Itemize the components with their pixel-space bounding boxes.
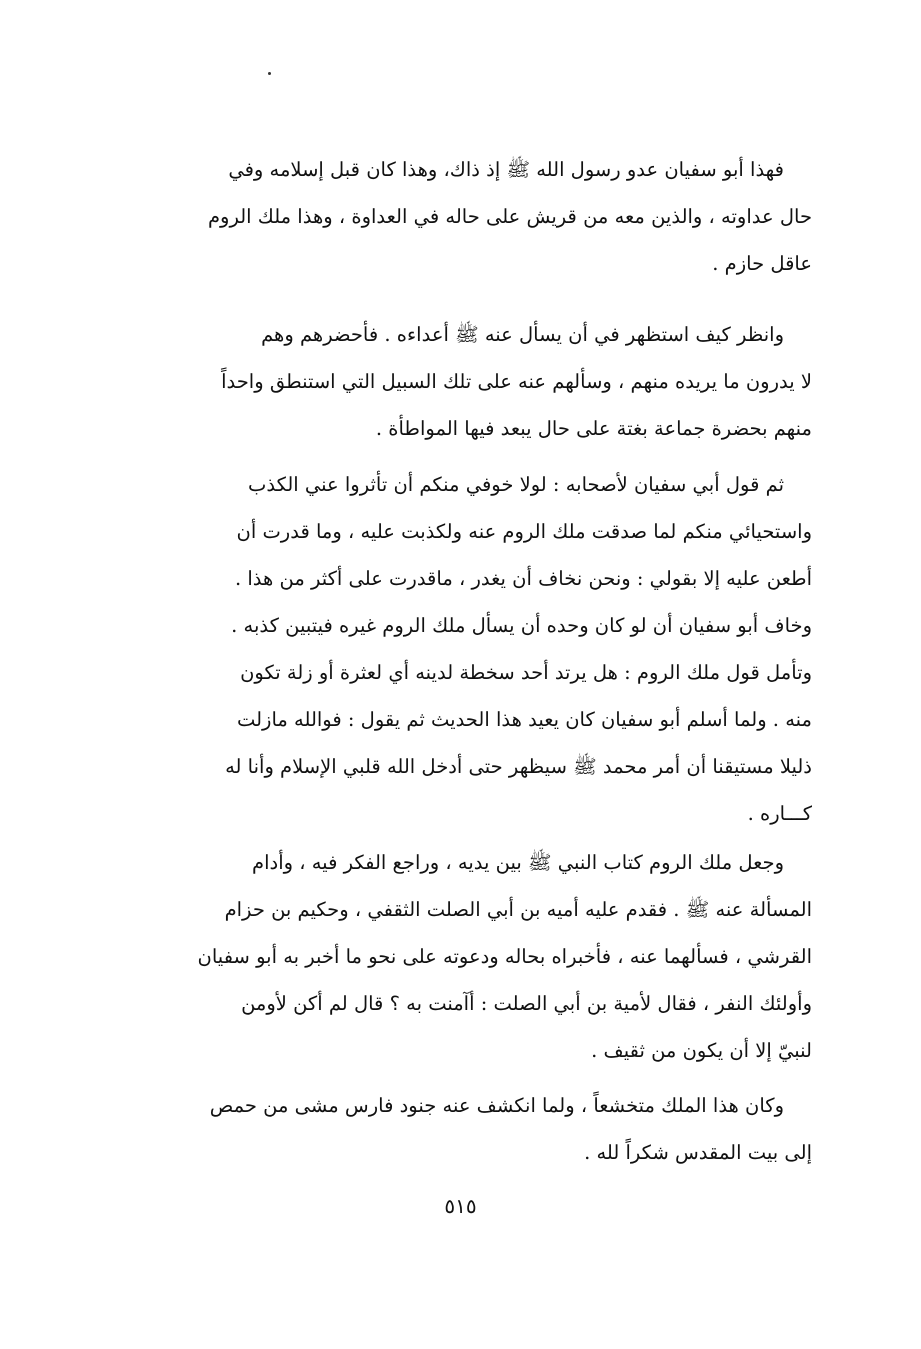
text-line: أطعن عليه إلا بقولي : ونحن نخاف أن يغدر ، ماقدرت على أكثر من هذا . — [234, 567, 812, 590]
text-line: وجعل ملك الروم كتاب النبي ﷺ بين يديه ، وراجع الفكر فيه ، وأدام — [252, 851, 784, 874]
text-line: وكان هذا الملك متخشعاً ، ولما انكشف عنه جنود فارس مشى من حمص — [209, 1094, 784, 1117]
paragraph — [112, 146, 812, 287]
text-line: واستحيائي منكم لما صدقت ملك الروم عنه ولكذبت عليه ، وما قدرت أن — [236, 520, 812, 543]
page-number: ٥١٥ — [444, 1194, 477, 1218]
text-line: منه . ولما أسلم أبو سفيان كان يعيد هذا الحديث ثم يقول : فوالله مازلت — [236, 708, 812, 731]
text-line: ثم قول أبي سفيان لأصحابه : لولا خوفي منكم أن تأثروا عني الكذب — [248, 473, 784, 496]
text-line: إلى بيت المقدس شكراً لله . — [584, 1141, 812, 1164]
text-line: القرشي ، فسألهما عنه ، فأخبراه بحاله ودعوته على نحو ما أخبر به أبو سفيان — [197, 945, 812, 968]
paragraph — [112, 461, 812, 837]
ink-speck — [268, 72, 271, 75]
text-line: لا يدرون ما يريده منهم ، وسألهم عنه على تلك السبيل التي استنطق واحداً — [221, 370, 812, 393]
text-line: فهذا أبو سفيان عدو رسول الله ﷺ إذ ذاك، وهذا كان قبل إسلامه وفي — [228, 158, 784, 181]
text-line: وتأمل قول ملك الروم : هل يرتد أحد سخطة لدينه أي لعثرة أو زلة تكون — [240, 661, 812, 684]
text-line: المسألة عنه ﷺ . فقدم عليه أميه بن أبي الصلت الثقفي ، وحكيم بن حزام — [224, 898, 812, 921]
text-line: عاقل حازم . — [712, 252, 812, 275]
text-line: لنبيّ إلا أن يكون من ثقيف . — [591, 1039, 812, 1062]
paragraph — [112, 839, 812, 1074]
text-line: وخاف أبو سفيان أن لو كان وحده أن يسأل ملك الروم غيره فيتبين كذبه . — [231, 614, 812, 637]
text-line: ذليلا مستيقنا أن أمر محمد ﷺ سيظهر حتى أدخل الله قلبي الإسلام وأنا له — [225, 755, 812, 778]
paragraph — [112, 1082, 812, 1176]
paragraph — [112, 311, 812, 452]
text-line: كـــاره . — [747, 802, 812, 825]
text-line: منهم بحضرة جماعة بغتة على حال يبعد فيها المواطأة . — [375, 417, 812, 440]
text-line: حال عداوته ، والذين معه من قريش على حاله في العداوة ، وهذا ملك الروم — [207, 205, 812, 228]
text-line: وأولئك النفر ، فقال لأمية بن أبي الصلت : أآمنت به ؟ قال لم أكن لأومن — [241, 992, 812, 1015]
text-line: وانظر كيف استظهر في أن يسأل عنه ﷺ أعداءه . فأحضرهم وهم — [261, 323, 784, 346]
